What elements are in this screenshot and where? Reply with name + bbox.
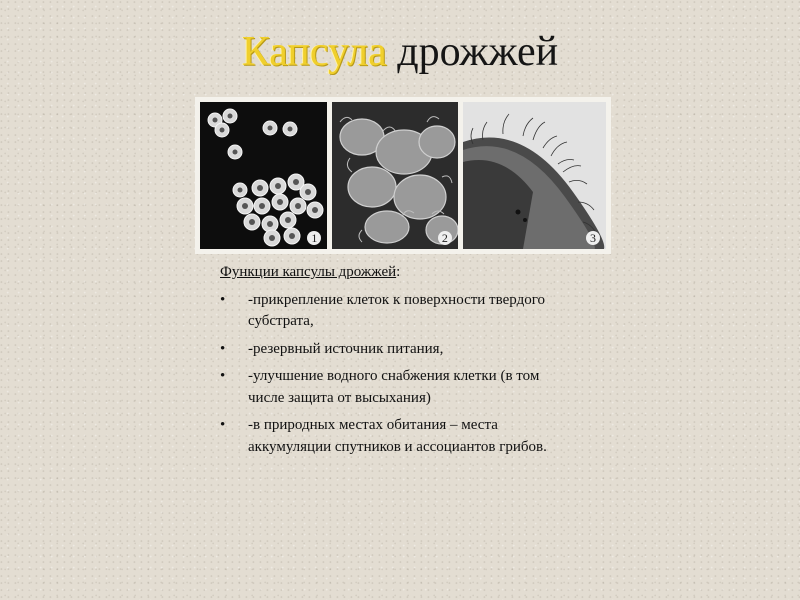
bullet-icon: • bbox=[220, 417, 226, 433]
micrograph-panel-3 bbox=[463, 102, 606, 249]
bullet-icon: • bbox=[220, 340, 226, 357]
capsule-stained-cells-image bbox=[200, 102, 327, 249]
functions-list bbox=[220, 290, 550, 459]
title-highlight: Капсула bbox=[241, 29, 387, 75]
functions-heading-colon: : bbox=[396, 264, 401, 280]
panel-number-2: 2 bbox=[438, 231, 452, 245]
functions-heading-text: Функции капсулы дрожжей bbox=[220, 264, 397, 280]
micrograph-figure bbox=[195, 97, 611, 254]
scanning-micrograph-image bbox=[332, 102, 457, 249]
panel-number-3: 3 bbox=[586, 231, 600, 245]
list-item bbox=[220, 415, 550, 458]
slide-title bbox=[0, 26, 800, 78]
list-item bbox=[220, 290, 550, 333]
list-item bbox=[220, 366, 550, 409]
list-item-text: -резервный источник питания, bbox=[248, 340, 444, 357]
bullet-icon: • bbox=[220, 291, 226, 308]
functions-heading bbox=[220, 262, 550, 284]
list-item-text: -улучшение водного снабжения клетки (в том числе защита от высыхания) bbox=[248, 368, 540, 406]
list-item-text: -прикрепление клеток к поверхности твердого субстрата, bbox=[248, 291, 545, 329]
list-item-text: -в природных местах обитания – места аккумуляции спутников и ассоциантов грибов. bbox=[248, 417, 547, 455]
functions-text-block bbox=[220, 262, 550, 464]
title-rest: дрожжей bbox=[397, 29, 559, 75]
panel-number-1: 1 bbox=[307, 231, 321, 245]
capsule-section-image bbox=[463, 102, 606, 249]
list-item bbox=[220, 339, 550, 361]
micrograph-panel-2 bbox=[332, 102, 457, 249]
micrograph-panel-1 bbox=[200, 102, 327, 249]
bullet-icon: • bbox=[220, 368, 226, 384]
